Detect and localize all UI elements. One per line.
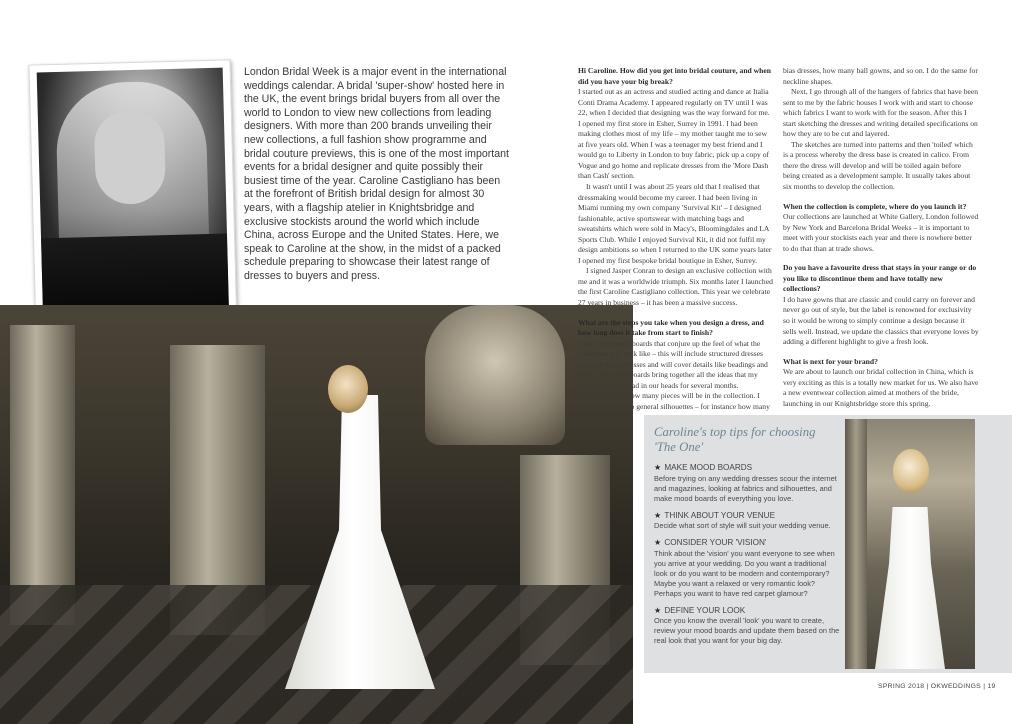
- star-icon: ★: [654, 510, 662, 520]
- paragraph-gap: [783, 348, 979, 357]
- interview-column-left: [578, 66, 774, 413]
- interview-answer: bias dresses, how many ball gowns, and so on. I do the same for neckline shapes.: [783, 66, 978, 86]
- portrait-photo: [37, 68, 230, 329]
- interview-answer: I then decide how many pieces will be in the collection. I break this down to general silhouettes – for instance how many: [578, 391, 770, 411]
- interview-question: What are the steps you take when you design a dress, and how long does it take from start to finish?: [578, 317, 764, 338]
- tip-heading: [654, 511, 840, 522]
- tips-content: [654, 425, 840, 653]
- tip-heading-text: CONSIDER YOUR 'VISION': [664, 538, 767, 548]
- tip-body: Once you know the overall 'look' you want to create, review your mood boards and update them based on the real look that you want for your big day.: [654, 616, 840, 646]
- interview-question: When the collection is complete, where do you launch it?: [783, 201, 967, 211]
- star-icon: ★: [654, 605, 662, 615]
- tip-heading: [654, 606, 840, 617]
- interview-answer: I started out as an actress and studied acting and dance at Italia Conti Drama Academy. I appeared regularly on TV until I was 22, when I decided that designing was the way forward for me. I opened my first store in Esher, Surrey in 1991. I had been making clothes most of my life – my mother taught me to sew at five years old. When I was a teenager my best friend and I would go to Liberty in London to buy fabric, pick up a copy of Vogue and go home and replicate dresses from the 'More Dash than Cash' section.: [578, 87, 770, 181]
- bride-side-photo: [845, 419, 975, 669]
- paragraph-gap: [783, 193, 979, 202]
- interview-answer: I start with mood boards that conjure up the feel of what the collection will look like – this will include structured dresses and soft floaty dresses and will cover details like beadings and laces. The mood boards bring together all the ideas that my team and I have had in our heads for several months.: [578, 338, 768, 390]
- tip-body: Think about the 'vision' you want everyone to see when you arrive at your wedding. Do you want a traditional look or do you want to be modern and contemporary? Maybe you want a relaxed or very romantic look? Perhaps you want to have red carpet glamour?: [654, 548, 835, 598]
- interview-answer: Next, I go through all of the hangers of fabrics that have been sent to me by the fabric houses I work with and start to choose which fabrics I want to work with for the season. After this I start sketching the dresses and writing detailed specifications on how they are to be cut and layered.: [783, 87, 979, 139]
- tip-heading-text: MAKE MOOD BOARDS: [664, 463, 753, 472]
- tip-body: Decide what sort of style will suit your wedding venue.: [654, 521, 831, 531]
- tips-list: [654, 463, 840, 646]
- star-icon: ★: [654, 463, 662, 472]
- interview-column-right: [783, 66, 979, 409]
- tip-body: Before trying on any wedding dresses scour the internet and magazines, looking at fabrics and silhouettes, and make mood boards of everything you love.: [654, 473, 837, 503]
- interview-answer: I signed Jasper Conran to design an exclusive collection with me and it was a worldwide triumph. Six months later I launched the first Caroline Castigliano collection. This year we celebrate 27 years in business – it has been a massive success.: [578, 266, 773, 308]
- intro-paragraph: London Bridal Week is a major event in the international weddings calendar. A bridal 'super-show' hosted here in the UK, the event brings bridal buyers from all over the world to London to view new collections from leading designers. With more than 200 brands unveiling their new collections, a full fashion show programme and bridal couture previews, this is one of the most important events for a bridal designer and quite possibly their busiest time of the year. Caroline Castigliano has been at the forefront of British bridal design for almost 30 years, with a flagship atelier in Knightsbridge and exclusive stockists around the world which include China, across Europe and the United States. Here, we speak to Caroline at the show, in the midst of a packed schedule preparing to showcase their latest range of dresses to buyers and press.: [244, 66, 509, 282]
- paragraph-gap: [783, 254, 979, 263]
- tip-heading-text: DEFINE YOUR LOOK: [664, 605, 746, 615]
- star-icon: ★: [654, 538, 662, 548]
- tips-title: Caroline's top tips for choosing 'The One': [654, 425, 816, 454]
- page-folio: SPRING 2018 | OKWEDDINGS | 19: [878, 683, 996, 690]
- interview-question: What is next for your brand?: [783, 356, 878, 366]
- interview-answer: We are about to launch our bridal collection in China, which is very exciting as this is a totally new market for us. We also have a new eventwear collection aimed at mothers of the bride, launching in our Knightsbridge store this spring.: [783, 367, 979, 408]
- interview-answer: Our collections are launched at White Gallery, London followed by New York and Barcelona Bridal Weeks – it is important to meet with your stockists each year and there is nowhere better to do that than at trade shows.: [783, 212, 979, 253]
- interview-answer: I do have gowns that are classic and could carry on forever and never go out of style, but the label is renowned for exclusivity so it would be wrong to simply continue a design because it sells well. Instead, we update the classics that everyone loves by adding a different highlight to give a fresh look.: [783, 294, 979, 347]
- interview-question: Do you have a favourite dress that stays in your range or do you like to discontinue them and have totally new collections?: [783, 263, 977, 294]
- interview-question: Hi Caroline. How did you get into bridal couture, and when did you have your big break?: [578, 66, 771, 86]
- bride-gallery-photo: [0, 305, 633, 724]
- interview-answer: It wasn't until I was about 25 years old that I realised that dressmaking would become my career. I had been living in Miami running my own company 'Survival Kit' – I designed fashionable, active sportswear with matching bags and sweatshirts which were sold in Macy's, Bloomingdales and LA Sports Club. While I enjoyed Survival Kit, it did not fulfil my design ambitions so when I returned to the UK some years later I opened my first bespoke bridal boutique in Esher, Surrey.: [578, 182, 772, 265]
- tip-heading-text: THINK ABOUT YOUR VENUE: [664, 510, 776, 520]
- tip-heading: [654, 538, 840, 549]
- interview-answer: The sketches are turned into patterns and then 'toiled' which is a process whereby the dress base is created in calico. From there the dress will develop and will be toiled again before being created as a development sample. It usually takes about six months to develop the collection.: [783, 139, 973, 192]
- portrait-photo-card: [28, 59, 237, 336]
- tip-heading: [654, 463, 840, 474]
- paragraph-gap: [578, 309, 774, 318]
